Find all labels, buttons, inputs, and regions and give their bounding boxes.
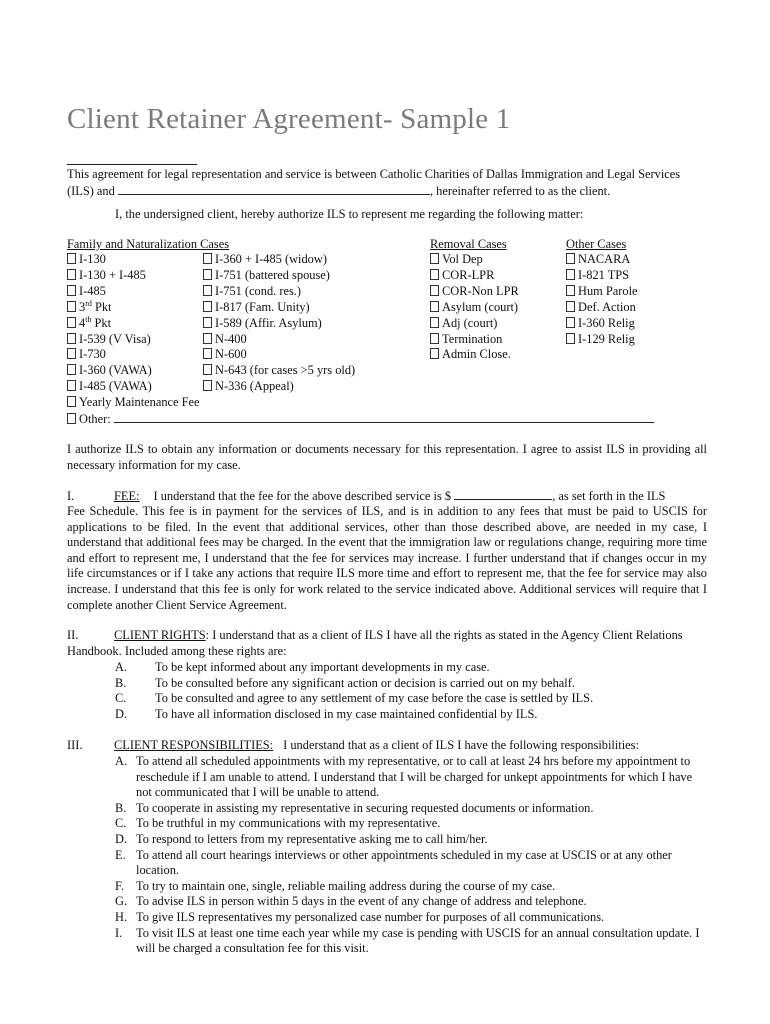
rights-first-line: II. CLIENT RIGHTS: I understand that as a client of ILS I have all the rights as stated in the Agency Client Relations	[67, 628, 683, 642]
responsibilities-list	[115, 754, 705, 957]
list-item: F. To try to maintain one, single, reliable mailing address during the course of my case.	[115, 878, 556, 893]
list-item: D. To have all information disclosed in my case maintained confidential by ILS.	[115, 706, 538, 721]
case-option[interactable]: Def. Action	[566, 300, 638, 316]
case-option[interactable]: I-751 (battered spouse)	[203, 268, 355, 284]
intro-line-2: (ILS) and , hereinafter referred to as the client.	[67, 184, 611, 198]
checkbox[interactable]	[67, 253, 76, 264]
case-option[interactable]: I-360 Relig	[566, 316, 638, 332]
case-option[interactable]: Yearly Maintenance Fee	[67, 395, 654, 411]
document-title: Client Retainer Agreement- Sample 1	[67, 103, 511, 135]
checkbox[interactable]	[67, 364, 76, 375]
checkbox[interactable]	[430, 285, 439, 296]
case-option[interactable]: COR-Non LPR	[430, 284, 519, 300]
other-cases-heading: Other Cases	[566, 237, 627, 251]
list-item: H. To give ILS representatives my personalized case number for purposes of all communications.	[115, 909, 605, 924]
checkbox[interactable]	[203, 333, 212, 344]
list-item: B. To cooperate in assisting my representative in securing requested documents or information.	[115, 800, 594, 815]
case-option[interactable]: I-360 + I-485 (widow)	[203, 252, 355, 268]
checkbox[interactable]	[67, 380, 76, 391]
removal-cases-heading: Removal Cases	[430, 237, 507, 251]
case-option[interactable]: Adj (court)	[430, 316, 519, 332]
client-name-field[interactable]	[118, 183, 430, 195]
checkbox[interactable]	[203, 301, 212, 312]
rights-second-line: Handbook. Included among these rights are:	[67, 644, 287, 658]
checkbox[interactable]	[203, 380, 212, 391]
case-option[interactable]: Hum Parole	[566, 284, 638, 300]
checkbox[interactable]	[430, 333, 439, 344]
checkbox[interactable]	[203, 348, 212, 359]
case-option[interactable]: I-539 (V Visa)	[67, 332, 654, 348]
list-item: C. To be truthful in my communications with my representative.	[115, 816, 441, 831]
checkbox[interactable]	[566, 253, 575, 264]
case-option[interactable]: N-336 (Appeal)	[203, 379, 355, 395]
list-item: I. To visit ILS at least one time each year while my case is pending with USCIS for an annual consultation update. I will be charged a consultation fee for this visit.	[115, 925, 700, 956]
case-option[interactable]: N-643 (for cases >5 yrs old)	[203, 363, 355, 379]
checkbox[interactable]	[566, 301, 575, 312]
fee-heading: FEE:	[114, 489, 140, 503]
case-option[interactable]: I-751 (cond. res.)	[203, 284, 355, 300]
checkbox[interactable]	[203, 269, 212, 280]
case-option[interactable]: I-817 (Fam. Unity)	[203, 300, 355, 316]
responsibilities-heading: CLIENT RESPONSIBILITIES:	[114, 738, 274, 752]
rights-list	[115, 660, 593, 722]
list-item: B. To be consulted before any significant action or decision is carried out on my behalf.	[115, 675, 575, 690]
checkbox[interactable]	[430, 269, 439, 280]
family-cases-column-2	[203, 252, 355, 395]
case-option[interactable]: I-485 (VAWA)	[67, 379, 654, 395]
list-item: G. To advise ILS in person within 5 days in the event of any change of address and telephone.	[115, 894, 587, 909]
list-item: D. To respond to letters from my representative asking me to call him/her.	[115, 831, 488, 846]
checkbox[interactable]	[430, 348, 439, 359]
checkbox[interactable]	[203, 285, 212, 296]
case-option[interactable]: I-130 + I-485	[67, 268, 654, 284]
checkbox[interactable]	[430, 253, 439, 264]
checkbox[interactable]	[203, 253, 212, 264]
other-cases-column	[566, 252, 638, 347]
checkbox[interactable]	[566, 333, 575, 344]
checkbox[interactable]	[67, 396, 76, 407]
checkbox[interactable]	[203, 364, 212, 375]
case-option[interactable]: 3rd Pkt	[67, 300, 654, 316]
title-divider	[67, 164, 197, 165]
checkbox[interactable]	[430, 301, 439, 312]
list-item: A. To be kept informed about any important developments in my case.	[115, 660, 490, 674]
list-item: A. To attend all scheduled appointments with my representative, or to call at least 24 hrs before my appointment to reschedule if I am unable to attend. I understand that I will be charged for unkept appointments for which I have not communicated that I will be unable to attend.	[115, 754, 693, 800]
checkbox[interactable]	[67, 333, 76, 344]
authorize-statement: I, the undersigned client, hereby authorize ILS to represent me regarding the following matter:	[115, 207, 584, 221]
checkbox[interactable]	[566, 269, 575, 280]
checkbox[interactable]	[566, 285, 575, 296]
fee-first-line: I. FEE: I understand that the fee for the above described service is $ , as set forth in the ILS	[67, 489, 666, 503]
case-option[interactable]: Vol Dep	[430, 252, 519, 268]
checkbox[interactable]	[566, 317, 575, 328]
case-option[interactable]: Asylum (court)	[430, 300, 519, 316]
case-option[interactable]: N-400	[203, 332, 355, 348]
checkbox[interactable]	[67, 348, 76, 359]
case-option[interactable]: Admin Close.	[430, 347, 519, 363]
authorize-info-paragraph: I authorize ILS to obtain any information or documents necessary for this representation. I agree to assist ILS in providing all necessary information for my case.	[67, 442, 707, 472]
checkbox[interactable]	[67, 413, 76, 424]
case-option[interactable]: I-730	[67, 347, 654, 363]
case-option[interactable]: 4th Pkt	[67, 316, 654, 332]
removal-cases-column	[430, 252, 519, 363]
intro-line-1: This agreement for legal representation and service is between Catholic Charities of Dallas Immigration and Legal Services	[67, 167, 681, 181]
case-option[interactable]: I-821 TPS	[566, 268, 638, 284]
checkbox[interactable]	[430, 317, 439, 328]
checkbox[interactable]	[67, 269, 76, 280]
other-case-field[interactable]	[114, 411, 654, 423]
case-option[interactable]: NACARA	[566, 252, 638, 268]
case-option[interactable]: I-360 (VAWA)	[67, 363, 654, 379]
case-option[interactable]: I-129 Relig	[566, 332, 638, 348]
other-case-option[interactable]: Other:	[67, 411, 654, 428]
case-option[interactable]: I-130	[67, 252, 654, 268]
rights-heading: CLIENT RIGHTS	[114, 628, 206, 642]
case-option[interactable]: I-485	[67, 284, 654, 300]
list-item: C. To be consulted and agree to any settlement of my case before the case is settled by ILS.	[115, 691, 594, 706]
checkbox[interactable]	[67, 301, 76, 312]
case-option[interactable]: COR-LPR	[430, 268, 519, 284]
list-item: E. To attend all court hearings interviews or other appointments scheduled in my case at USCIS or at any other location.	[115, 847, 672, 878]
family-cases-heading: Family and Naturalization Cases	[67, 237, 230, 251]
case-option[interactable]: I-589 (Affir. Asylum)	[203, 316, 355, 332]
checkbox[interactable]	[203, 317, 212, 328]
case-option[interactable]: N-600	[203, 347, 355, 363]
responsibilities-first-line: III. CLIENT RESPONSIBILITIES: I understand that as a client of ILS I have the following responsibilities:	[67, 738, 639, 752]
fee-amount-field[interactable]	[454, 488, 552, 500]
checkbox[interactable]	[67, 317, 76, 328]
fee-paragraph: Fee Schedule. This fee is in payment for the services of ILS, and is in addition to any fees that must be paid to USCIS for applications to be filed. In the event that additional services, other than those described above, are needed in my case, I understand that additional fees may be charged. In the event that the immigration law or regulations change, requiring more time and effort to represent me, I understand that the fee for services may increase. I further understand that if changes occur in my life circumstances or if I take any actions that require ILS more time and effort to represent me, that the fee for service may also increase. I understand that this fee is only for work related to the service indicated above. Additional services will require that I complete another Client Service Agreement.	[67, 504, 707, 612]
checkbox[interactable]	[67, 285, 76, 296]
case-option[interactable]: Termination	[430, 332, 519, 348]
